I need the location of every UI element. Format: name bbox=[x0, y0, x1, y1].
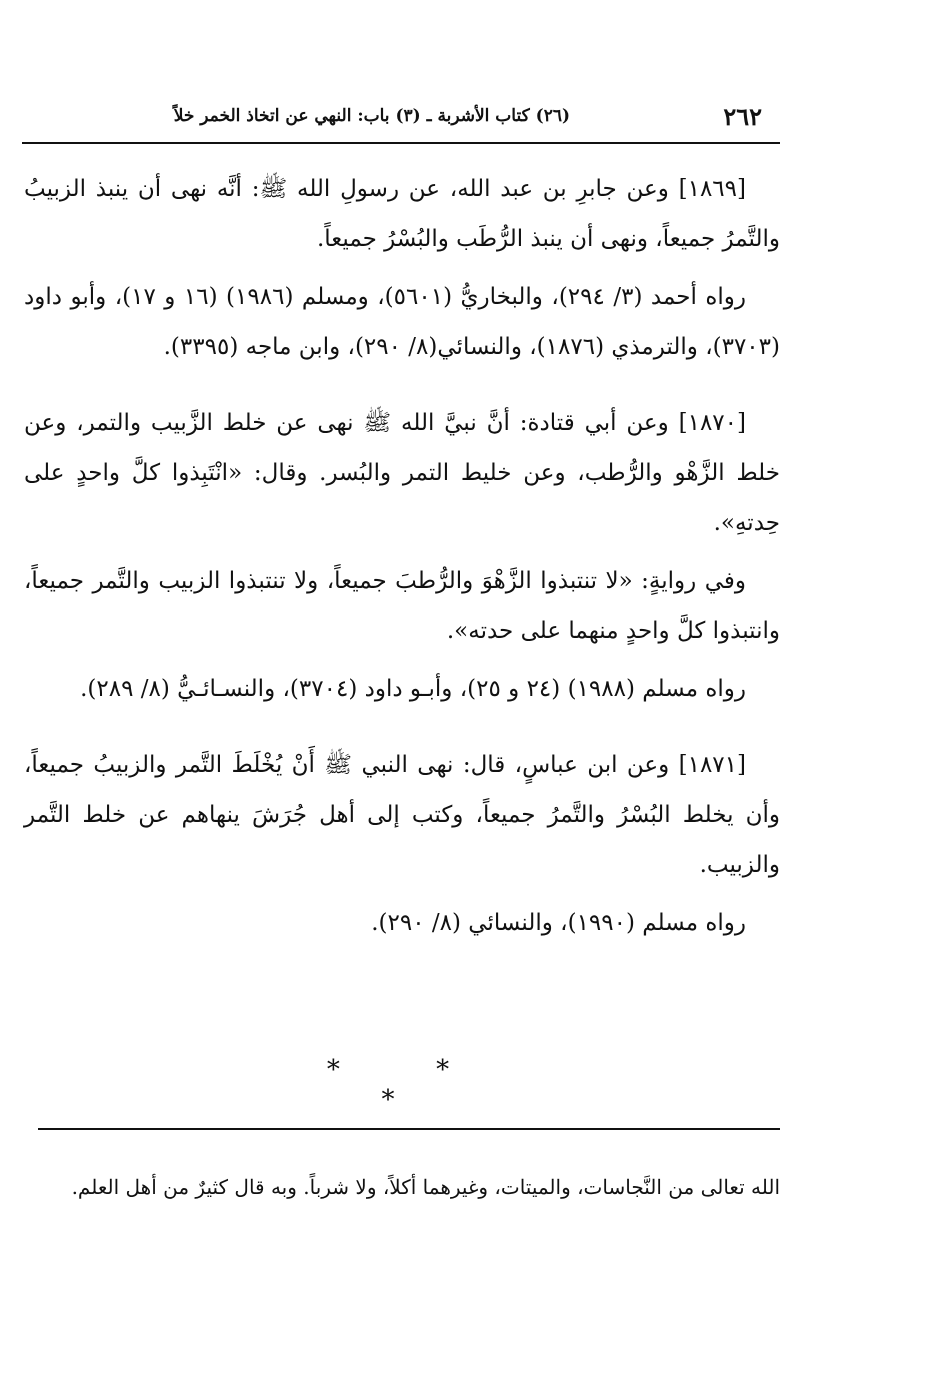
page-number: ٢٦٢ bbox=[723, 102, 762, 131]
hadith-1871-source: رواه مسلم (١٩٩٠)، والنسائي (٨/ ٢٩٠). bbox=[371, 910, 746, 936]
hadith-1869-text: [١٨٦٩] وعن جابرِ بن عبد الله، عن رسولِ الله ﷺ: أنَّه نهى أن ينبذ الزبيبُ والتَّمرُ جميعاً، ونهى أن ينبذ الرُّطَب والبُسْرُ جميعاً. bbox=[24, 176, 780, 252]
main-text bbox=[24, 164, 780, 948]
footnote-divider bbox=[38, 1128, 780, 1130]
footnote-text: الله تعالى من النَّجاسات، والميتات، وغيرهما أكلاً، ولا شرباً. وبه قال كثيرٌ من أهل العلم. bbox=[71, 1175, 780, 1199]
hadith-1869-source: رواه أحمد (٣/ ٢٩٤)، والبخاريُّ (٥٦٠١)، ومسلم (١٩٨٦) (١٦ و ١٧)، وأبو داود (٣٧٠٣)، والترمذي (١٨٧٦)، والنسائي(٨/ ٢٩٠)، وابن ماجه (٣٣٩٥). bbox=[24, 284, 780, 360]
hadith-1871-text: [١٨٧١] وعن ابن عباسٍ، قال: نهى النبي ﷺ أَنْ يُخْلَطَ التَّمر والزبيبُ جميعاً، وأن يخلط البُسْرُ والتَّمرُ جميعاً، وكتب إلى أهل جُرَشَ ينهاهم عن خلط التَّمر والزبيب. bbox=[24, 752, 780, 878]
hadith-1870-variant: وفي روايةٍ: «لا تنتبذوا الزَّهْوَ والرُّطبَ جميعاً، ولا تنتبذوا الزبيب والتَّمر جميعاً، وانتبذوا كلَّ واحدٍ منهما على حدته». bbox=[24, 568, 780, 644]
hadith-1870-text: [١٨٧٠] وعن أبي قتادة: أنَّ نبيَّ الله ﷺ نهى عن خلط الزَّبيب والتمر، وعن خلط الزَّهْو والرُّطب، وعن خليط التمر والبُسر. وقال: «انْتَبِذوا كلَّ واحدٍ على حِدتهِ». bbox=[24, 410, 780, 536]
page-header bbox=[22, 98, 780, 144]
footnote bbox=[30, 1164, 780, 1210]
section-separator-stars: * * * bbox=[326, 1055, 494, 1115]
running-head: (٢٦) كتاب الأشربة ـ (٣) باب: النهي عن اتخاذ الخمر خلاً bbox=[173, 106, 570, 126]
hadith-1870-source: رواه مسلم (١٩٨٨) (٢٤ و ٢٥)، وأبـو داود (٣٧٠٤)، والنسـائـيُّ (٨/ ٢٨٩). bbox=[80, 676, 746, 702]
